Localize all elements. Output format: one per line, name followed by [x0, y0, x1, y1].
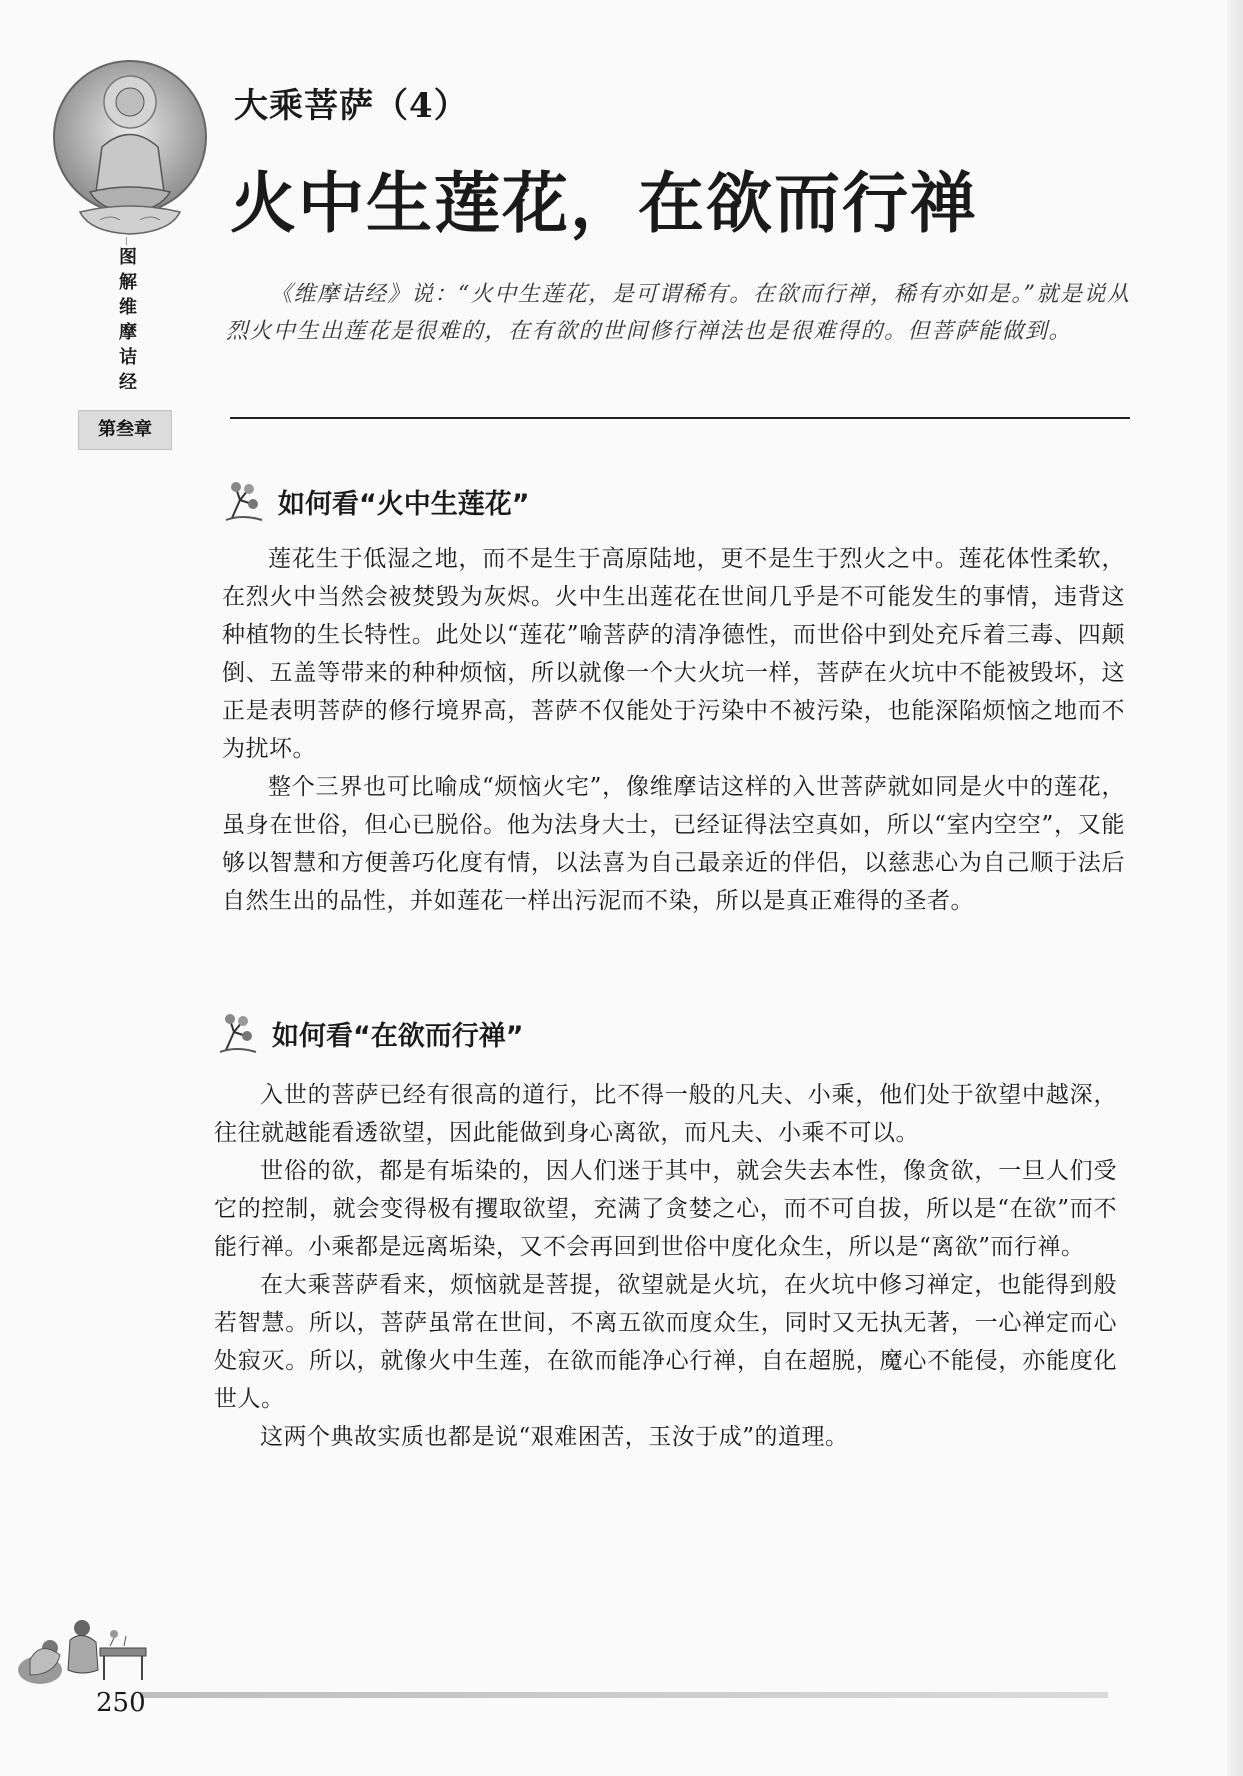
body-paragraph: 世俗的欲，都是有垢染的，因人们迷于其中，就会失去本性，像贪欲，一旦人们受它的控制，就会变得极有攫取欲望，充满了贪婪之心，而不可自拔，所以是“在欲”而不能行禅。小乘都是远离垢染，又不会再回到世俗中度化众生，所以是“离欲”而行禅。 — [214, 1158, 1117, 1260]
body-paragraph: 在大乘菩萨看来，烦恼就是菩提，欲望就是火坑，在火坑中修习禅定，也能得到般若智慧。所以，菩萨虽常在世间，不离五欲而度众生，同时又无执无著，一心禅定而心处寂灭。所以，就像火中生莲，在欲而能净心行禅，自在超脱，魔心不能侵，亦能度化世人。 — [214, 1272, 1117, 1412]
buddha-medallion-icon — [50, 52, 210, 242]
page-number: 250 — [96, 1688, 146, 1718]
book-title-char: 维 — [119, 297, 137, 318]
series-title: 大乘菩萨（4） — [234, 86, 469, 126]
page-edge-shadow — [1227, 0, 1243, 1776]
tree-motif-icon — [222, 478, 268, 524]
section-heading-1 — [222, 478, 530, 524]
body-paragraph: 入世的菩萨已经有很高的道行，比不得一般的凡夫、小乘，他们处于欲望中越深，往往就越能看透欲望，因此能做到身心离欲，而凡夫、小乘不可以。 — [214, 1082, 1117, 1146]
section-heading-2 — [216, 1010, 524, 1056]
sidebar-connector — [126, 237, 127, 245]
tree-motif-icon — [216, 1010, 262, 1056]
book-title-char: 图 — [119, 247, 137, 268]
footer-rule — [140, 1692, 1108, 1698]
book-title-char: 摩 — [119, 322, 137, 343]
body-paragraph: 整个三界也可比喻成“烦恼火宅”，像维摩诘这样的入世菩萨就如同是火中的莲花，虽身在世俗，但心已脱俗。他为法身大士，已经证得法空真如，所以“室内空空”，又能够以智慧和方便善巧化度有情，以法喜为自己最亲近的伴侣，以慈悲心为自己顺于法后自然生出的品性，并如莲花一样出污泥而不染，所以是真正难得的圣者。 — [222, 774, 1125, 914]
book-title-char: 解 — [119, 272, 137, 293]
section-body-1 — [222, 540, 1125, 920]
intro-quote — [226, 276, 1146, 350]
body-paragraph: 莲花生于低湿之地，而不是生于高原陆地，更不是生于烈火之中。莲花体性柔软，在烈火中当然会被焚毁为灰烬。火中生出莲花在世间几乎是不可能发生的事情，违背这种植物的生长特性。此处以“莲花”喻菩萨的清净德性，而世俗中到处充斥着三毒、四颠倒、五盖等带来的种种烦恼，所以就像一个大火坑一样，菩萨在火坑中不能被毁坏，这正是表明菩萨的修行境界高，菩萨不仅能处于污染中不被污染，也能深陷烦恼之地而不为扰坏。 — [222, 546, 1125, 762]
intro-paragraph: 《维摩诘经》说：“火中生莲花，是可谓稀有。在欲而行禅，稀有亦如是。”就是说从烈火中生出莲花是很难的，在有欲的世间修行禅法也是很难得的。但菩萨能做到。 — [226, 282, 1131, 344]
vertical-book-title — [108, 245, 148, 395]
body-paragraph: 这两个典故实质也都是说“艰难困苦，玉汝于成”的道理。 — [260, 1424, 849, 1450]
intro-divider — [230, 417, 1130, 419]
chapter-badge: 第叁章 — [78, 410, 172, 450]
book-title-char: 诘 — [119, 347, 137, 368]
scholars-illustration-icon — [10, 1600, 160, 1690]
section-heading-text: 如何看“在欲而行禅” — [272, 1020, 524, 1052]
section-heading-text: 如何看“火中生莲花” — [278, 488, 530, 520]
page-title: 火中生莲花，在欲而行禅 — [230, 165, 978, 242]
section-body-2 — [214, 1076, 1117, 1456]
book-title-char: 经 — [119, 372, 137, 393]
